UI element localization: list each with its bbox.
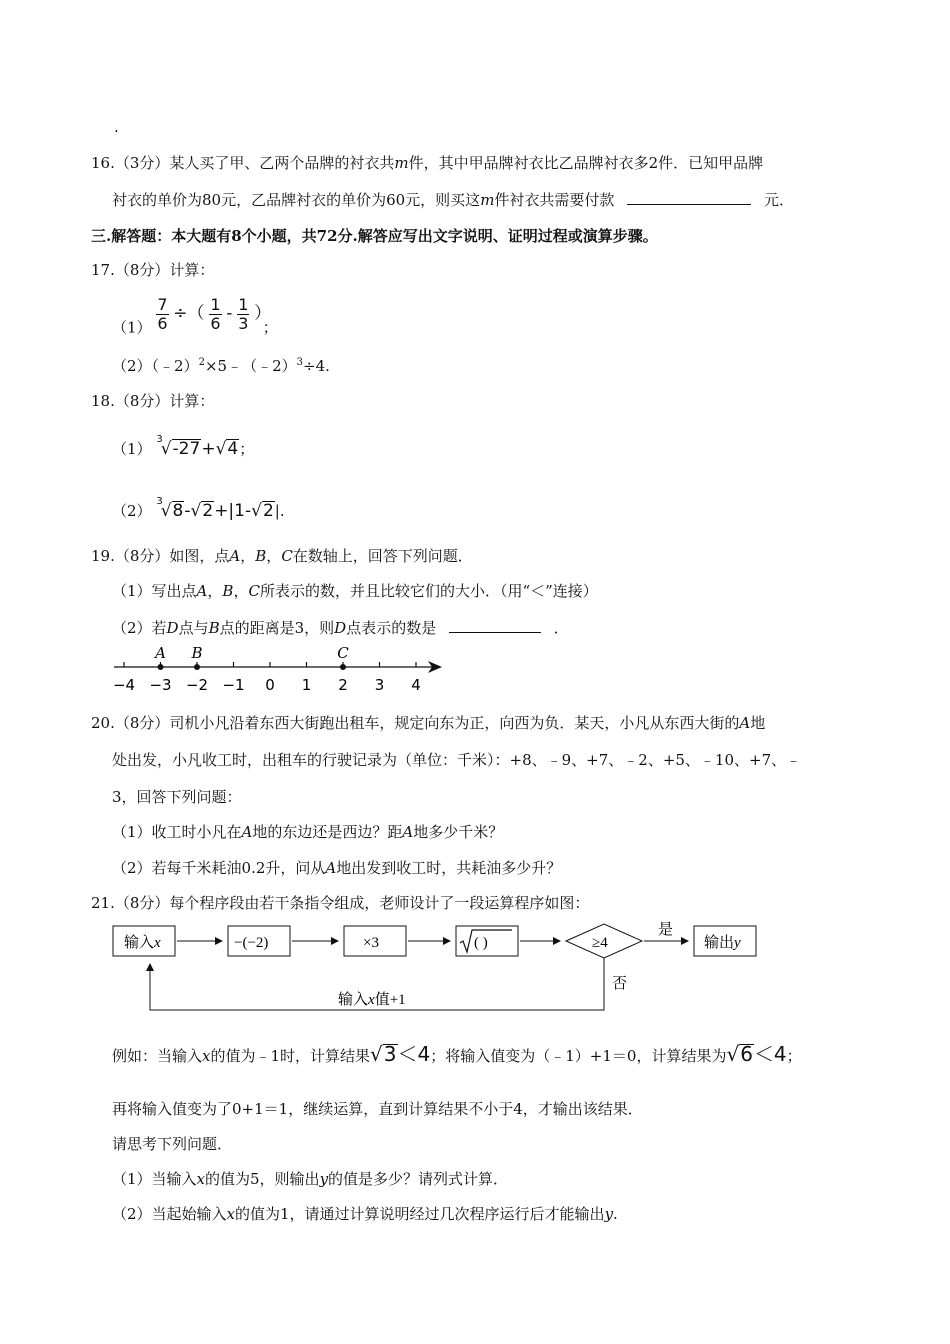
q20-line1: 20.（8分）司机小凡沿着东西大街跑出租车，规定向东为正，向西为负．某天，小凡从东西大街的A地: [91, 714, 766, 732]
q19-part2: （2）若D点与B点的距离是3，则D点表示的数是 ．: [112, 619, 569, 637]
input-box-label: 输入x: [124, 935, 161, 951]
q16-line2: 衬衣的单价为80元，乙品牌衬衣的单价为60元，则买这m件衬衣共需要付款 元．: [112, 191, 795, 209]
q21-part2: （2）当起始输入x的值为1，请通过计算说明经过几次程序运行后才能输出y.: [112, 1205, 618, 1223]
number-line-point-b: [194, 664, 200, 670]
stray-dot: .: [114, 118, 119, 136]
number-line-tick-label: −1: [222, 676, 245, 694]
no-label: 否: [612, 976, 628, 992]
loop-label: 输入x值+1: [338, 992, 406, 1008]
fraction: $\frac{1}{3}$: [238, 295, 249, 333]
number-line-point-a: [158, 664, 164, 670]
q17-title: 17.（8分）计算：: [91, 261, 215, 279]
number-line-tick-label: 3: [374, 676, 385, 694]
q21-line2: 再将输入值变为了0+1＝1，继续运算，直到计算结果不小于4，才输出该结果．: [112, 1100, 643, 1118]
step-multiply-3-label: ×3: [363, 935, 379, 951]
number-line-tick-label: −2: [185, 676, 209, 694]
q21-example: 例如：当输入x的值为﹣1时，计算结果√3＜4；将输入值变为（﹣1）+1＝0，计算结果为√6＜4；: [112, 1042, 802, 1066]
number-line-point-label: C: [337, 644, 349, 662]
q17-part1: （1） $\frac{7}{6}$ ÷（ $\frac{1}{6}$ - $\frac{1}{3}$ ）；: [112, 295, 278, 337]
q18-title: 18.（8分）计算：: [91, 392, 215, 410]
number-line-tick-label: −4: [112, 676, 136, 694]
q20-line2: 处出发，小凡收工时，出租车的行驶记录为（单位：千米）：+8、﹣9、+7、﹣2、+5、﹣10、+7、﹣: [112, 751, 802, 769]
step-sqrt-paren: ( ): [474, 935, 488, 951]
q21-line3: 请思考下列问题．: [112, 1135, 233, 1153]
output-box-label: 输出y: [704, 935, 741, 951]
fraction: $\frac{7}{6}$: [157, 295, 168, 333]
number-line: [110, 642, 450, 698]
section-heading: 三.解答题：本大题有8个小题，共72分.解答应写出文字说明、证明过程或演算步骤。: [91, 227, 658, 245]
q18-part2: （2） $^3$√8-√2+|1-√2|.: [112, 496, 285, 521]
number-line-point-label: A: [155, 644, 166, 662]
q21-title: 21.（8分）每个程序段由若干条指令组成，老师设计了一段运算程序如图：: [91, 894, 590, 912]
number-line-tick-label: 1: [301, 676, 312, 694]
q17-part2: （2）（﹣2）$^2$×5﹣（﹣2）$^3$÷4.: [112, 357, 330, 375]
number-line-tick-label: 0: [265, 676, 275, 694]
number-line-tick-label: −3: [149, 676, 172, 694]
step-add-2-label: −(−2): [234, 935, 269, 951]
q20-part2: （2）若每千米耗油0.2升，问从A地出发到收工时，共耗油多少升？: [112, 859, 562, 877]
q20-part1: （1）收工时小凡在A地的东边还是西边？距A地多少千米？: [112, 823, 504, 841]
number-line-point-c: [340, 664, 346, 670]
number-line-point-label: B: [191, 644, 203, 662]
q16-line1: 16.（3分）某人买了甲、乙两个品牌的衬衣共m件，其中甲品牌衬衣比乙品牌衬衣多2件．已知甲品牌: [91, 154, 764, 172]
fraction: $\frac{1}{6}$: [210, 295, 221, 333]
q18-part1: （1） $^3$√-27+√4；: [112, 434, 255, 459]
decision-label: ≥4: [592, 935, 608, 951]
yes-label: 是: [658, 922, 674, 938]
q19-part1: （1）写出点A，B，C所表示的数，并且比较它们的大小．（用“＜”连接）: [112, 582, 598, 600]
number-line-tick-label: 2: [338, 676, 348, 694]
answer-blank[interactable]: [627, 190, 751, 205]
q21-part1: （1）当输入x的值为5，则输出y的值是多少？请列式计算．: [112, 1170, 509, 1188]
number-line-tick-label: 4: [411, 676, 421, 694]
q20-line3: 3，回答下列问题：: [112, 788, 242, 806]
answer-blank[interactable]: [449, 618, 541, 633]
program-flowchart: [108, 916, 768, 1026]
q19-title: 19.（8分）如图，点A，B，C在数轴上，回答下列问题．: [91, 547, 473, 565]
